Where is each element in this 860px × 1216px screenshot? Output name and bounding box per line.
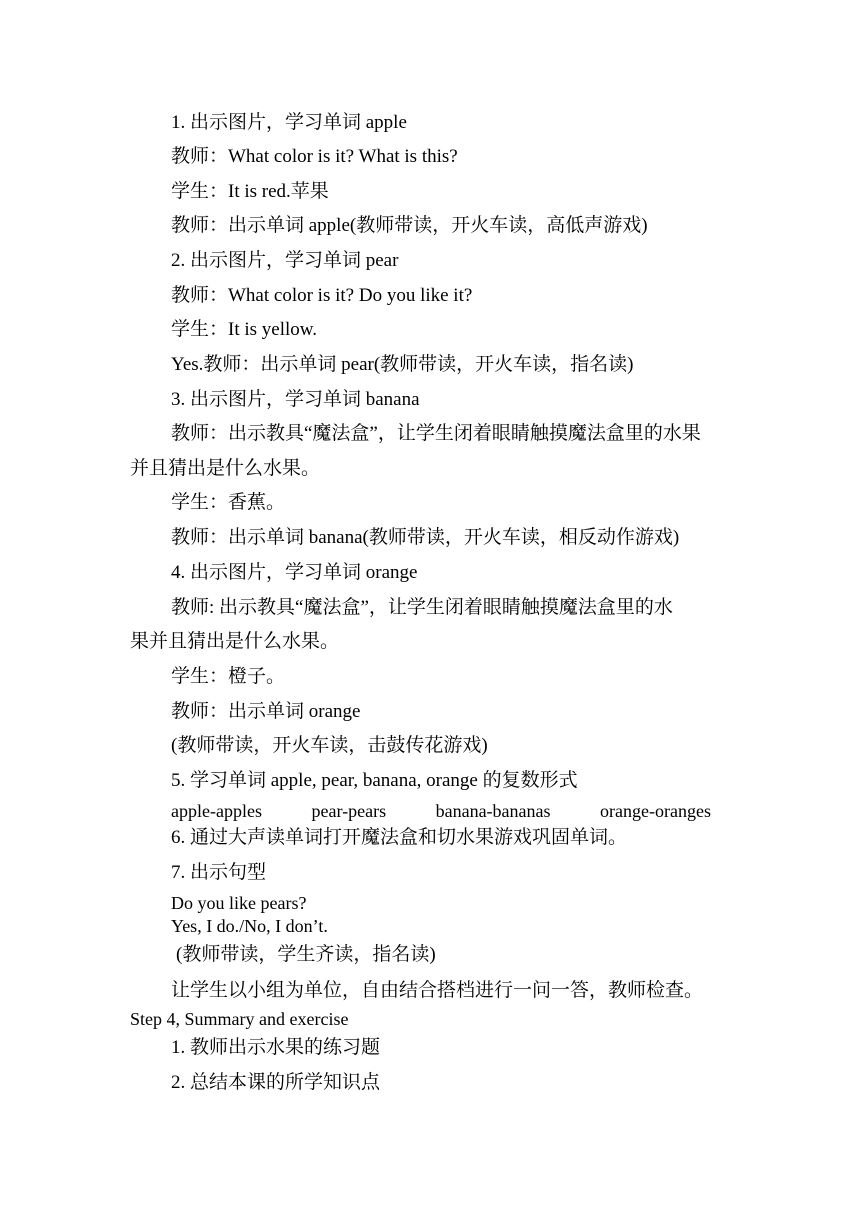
step-6-heading: 6. 通过大声读单词打开魔法盒和切水果游戏巩固单词。 bbox=[171, 827, 628, 848]
group-activity-line: 让学生以小组为单位，自由结合搭档进行一问一答，教师检查。 bbox=[171, 980, 704, 1001]
summary-item-1: 1. 教师出示水果的练习题 bbox=[171, 1037, 381, 1058]
student-line: 学生：橙子。 bbox=[171, 666, 286, 687]
teacher-line: 教师：出示教具“魔法盒”，让学生闭着眼睛触摸魔法盒里的水果 bbox=[171, 423, 701, 444]
teacher-line: Yes.教师：出示单词 pear(教师带读，开火车读，指名读) bbox=[171, 354, 634, 375]
plural-form: apple-apples bbox=[171, 801, 262, 821]
teacher-line: 教师: 出示教具“魔法盒”，让学生闭着眼睛触摸魔法盒里的水 bbox=[171, 597, 673, 618]
step-3-heading: 3. 出示图片，学习单词 banana bbox=[171, 389, 420, 410]
step-7-heading: 7. 出示句型 bbox=[171, 862, 267, 883]
step-2-heading: 2. 出示图片，学习单词 pear bbox=[171, 250, 399, 271]
teacher-line: 教师：出示单词 apple(教师带读，开火车读，高低声游戏) bbox=[171, 215, 648, 236]
plural-form: pear-pears bbox=[311, 801, 387, 821]
sentence-pattern-question: Do you like pears? bbox=[171, 893, 307, 913]
step-4-heading: 4. 出示图片，学习单词 orange bbox=[171, 562, 418, 583]
teacher-line-continued: 并且猜出是什么水果。 bbox=[130, 458, 321, 479]
step-4-summary-heading: Step 4, Summary and exercise bbox=[130, 1009, 349, 1029]
plural-form: banana-bananas bbox=[435, 801, 551, 821]
teacher-line: 教师：出示单词 orange bbox=[171, 701, 361, 722]
teacher-instruction: (教师带读，学生齐读，指名读) bbox=[176, 944, 436, 965]
teacher-line: 教师：What color is it? Do you like it? bbox=[171, 285, 473, 306]
teacher-line: 教师：What color is it? What is this? bbox=[171, 146, 458, 167]
step-1-heading: 1. 出示图片，学习单词 apple bbox=[171, 112, 407, 133]
summary-item-2: 2. 总结本课的所学知识点 bbox=[171, 1072, 381, 1093]
student-line: 学生：It is red.苹果 bbox=[171, 181, 329, 202]
plural-form: orange-oranges bbox=[600, 801, 711, 821]
student-line: 学生：It is yellow. bbox=[171, 319, 318, 340]
teacher-instruction: (教师带读，开火车读，击鼓传花游戏) bbox=[171, 735, 488, 756]
teacher-line-continued: 果并且猜出是什么水果。 bbox=[130, 631, 340, 652]
step-5-heading: 5. 学习单词 apple, pear, banana, orange 的复数形式 bbox=[171, 770, 578, 791]
plural-forms-row bbox=[171, 799, 711, 823]
teacher-line: 教师：出示单词 banana(教师带读，开火车读，相反动作游戏) bbox=[171, 527, 680, 548]
sentence-pattern-answer: Yes, I do./No, I don’t. bbox=[171, 916, 328, 936]
student-line: 学生：香蕉。 bbox=[171, 492, 286, 513]
